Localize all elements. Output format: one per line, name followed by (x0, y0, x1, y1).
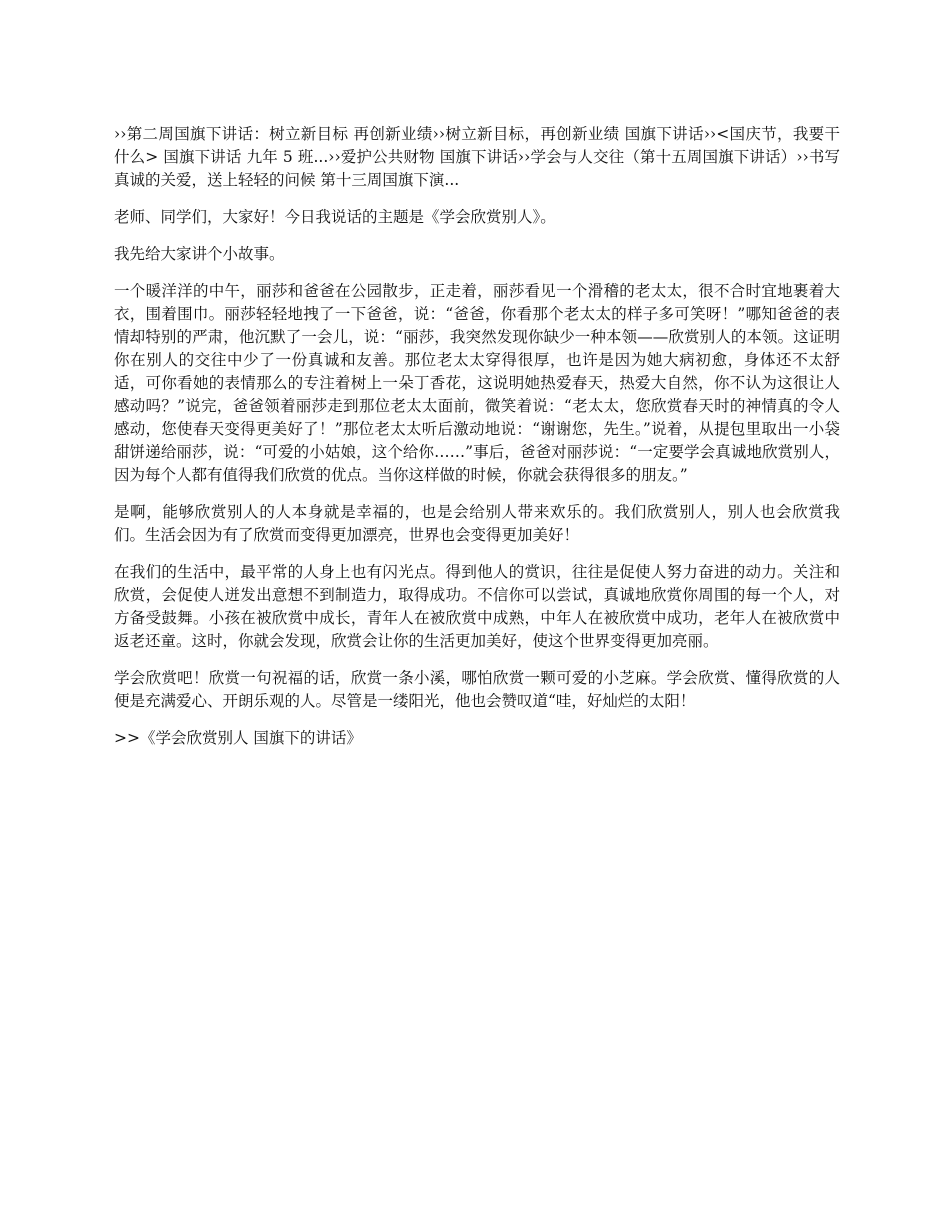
reflection-paragraph: 是啊，能够欣赏别人的人本身就是幸福的，也是会给别人带来欢乐的。我们欣赏别人，别人也会欣赏我们。生活会因为有了欣赏而变得更加漂亮，世界也会变得更加美好！ (114, 503, 840, 544)
article-title-link[interactable]: >>《学会欣赏别人 国旗下的讲话》 (114, 729, 362, 747)
document-body (114, 123, 840, 750)
story-paragraph: 一个暖洋洋的中午，丽莎和爸爸在公园散步，正走着，丽莎看见一个滑稽的老太太，很不合时宜地裹着大衣，围着围巾。丽莎轻轻地拽了一下爸爸，说：“爸爸，你看那个老太太的样子多可笑呀！”哪知爸爸的表情却特别的严肃，他沉默了一会儿，说：“丽莎，我突然发现你缺少一种本领——欣赏别人的本领。这证明你在别人的交往中少了一份真诚和友善。那位老太太穿得很厚，也许是因为她大病初愈，身体还不太舒适，可你看她的表情那么的专注着树上一朵丁香花，这说明她热爱春天，热爱大自然，你不认为这很让人感动吗？”说完，爸爸领着丽莎走到那位老太太面前，微笑着说：“老太太，您欣赏春天时的神情真的令人感动，您使春天变得更美好了！”那位老太太听后激动地说：“谢谢您，先生。”说着，从提包里取出一小袋甜饼递给丽莎，说：“可爱的小姑娘，这个给你……”事后，爸爸对丽莎说：“一定要学会真诚地欣赏别人，因为每个人都有值得我们欣赏的优点。当你这样做的时候，你就会获得很多的朋友。” (114, 282, 840, 484)
conclusion-paragraph: 学会欣赏吧！欣赏一句祝福的话，欣赏一条小溪，哪怕欣赏一颗可爱的小芝麻。学会欣赏、懂得欣赏的人便是充满爱心、开朗乐观的人。尽管是一缕阳光，他也会赞叹道“哇，好灿烂的太阳！ (114, 669, 840, 710)
related-links-breadcrumb[interactable]: ››第二周国旗下讲话：树立新目标 再创新业绩››树立新目标，再创新业绩 国旗下讲话››<国庆节，我要干什么> 国旗下讲话 九年 5 班...››爱护公共财物 国旗下讲话››学会与人交往（第十五周国旗下讲话）››书写真诚的关爱，送上轻轻的问候 第十三周国旗下演... (114, 125, 840, 189)
life-paragraph: 在我们的生活中，最平常的人身上也有闪光点。得到他人的赏识，往往是促使人努力奋进的动力。关注和欣赏，会促使人迸发出意想不到制造力，取得成功。不信你可以尝试，真诚地欣赏你周围的每一个人，对方备受鼓舞。小孩在被欣赏中成长，青年人在被欣赏中成熟，中年人在被欣赏中成功，老年人在被欣赏中返老还童。这时，你就会发现，欣赏会让你的生活更加美好，使这个世界变得更加亮丽。 (114, 563, 840, 650)
intro-paragraph: 我先给大家讲个小故事。 (114, 245, 285, 263)
greeting-paragraph: 老师、同学们，大家好！今日我说话的主题是《学会欣赏别人》。 (114, 208, 556, 226)
